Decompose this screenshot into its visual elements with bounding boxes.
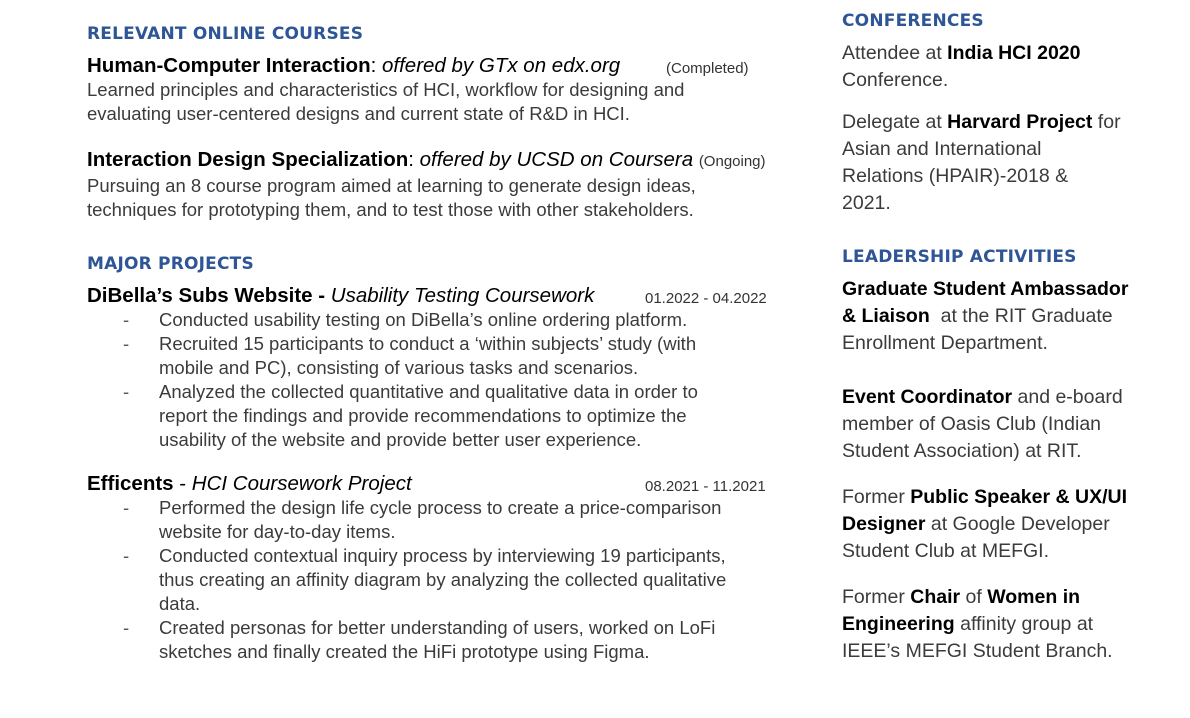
leadership-entry	[842, 484, 1142, 565]
leadership-entry	[842, 276, 1142, 357]
course-sep: :	[370, 54, 383, 77]
bullet-line: Performed the design life cycle process to create a price-comparison	[159, 497, 722, 518]
course-sep: :	[408, 148, 420, 171]
text-span: Asian and International	[842, 138, 1042, 160]
conference-entry	[842, 109, 1142, 217]
text-span: of	[960, 586, 988, 608]
project-bullets	[87, 496, 787, 664]
bullet-item	[87, 496, 787, 544]
course-entry	[87, 53, 787, 126]
project-entry	[87, 283, 787, 452]
text-span: and e-board	[1012, 386, 1123, 408]
bullet-line: Conducted usability testing on DiBella’s online ordering platform.	[159, 309, 688, 330]
bullet-dash: -	[123, 381, 130, 402]
role-name: Graduate Student Ambassador	[842, 278, 1129, 300]
right-column	[842, 11, 1142, 665]
project-subtitle: Usability Testing Coursework	[330, 284, 595, 307]
bullet-dash: -	[123, 333, 130, 354]
role-name: Chair	[910, 586, 961, 608]
course-desc-line: Learned principles and characteristics of HCI, workflow for designing and	[87, 79, 685, 100]
text-span: Delegate at	[842, 111, 948, 133]
leadership-entry	[842, 384, 1142, 465]
project-sep: -	[173, 472, 192, 495]
course-title	[87, 147, 787, 174]
bullet-item	[87, 380, 787, 452]
bullet-line: Created personas for better understanding of users, worked on LoFi	[159, 617, 716, 638]
role-name: Public Speaker & UX/UI	[910, 486, 1127, 508]
project-entry	[87, 471, 787, 664]
text-span: Former	[842, 586, 911, 608]
text-span: affinity group at	[954, 613, 1094, 635]
text-span: at Google Developer	[925, 513, 1110, 535]
bullet-line: thus creating an affinity diagram by analyzing the collected qualitative	[159, 569, 727, 590]
project-title	[87, 283, 787, 308]
course-desc-line: techniques for prototyping them, and to test those with other stakeholders.	[87, 199, 694, 220]
leadership-entry	[842, 584, 1142, 665]
text-span: Student Club at MEFGI.	[842, 540, 1050, 562]
course-status: (Completed)	[666, 60, 749, 77]
course-provider: offered by UCSD on Coursera	[419, 148, 694, 171]
conference-entry	[842, 40, 1142, 94]
project-subtitle: HCI Coursework Project	[191, 472, 412, 495]
project-dates: 01.2022 - 04.2022	[645, 290, 767, 307]
course-entry	[87, 147, 787, 222]
bullet-item	[87, 544, 787, 616]
bullet-dash: -	[123, 497, 130, 518]
course-description	[87, 78, 787, 126]
project-bullets	[87, 308, 787, 452]
bullet-dash: -	[123, 309, 130, 330]
leadership-heading: LEADERSHIP ACTIVITIES	[842, 247, 1077, 267]
text-span: Enrollment Department.	[842, 332, 1048, 354]
project-dates: 08.2021 - 11.2021	[645, 478, 766, 495]
role-name: Designer	[842, 513, 926, 535]
conferences-heading: CONFERENCES	[842, 11, 984, 31]
text-span: for	[1092, 111, 1121, 133]
course-name: Human-Computer Interaction	[87, 54, 371, 77]
role-name: Engineering	[842, 613, 955, 635]
bullet-item	[87, 332, 787, 380]
role-name: Event Coordinator	[842, 386, 1013, 408]
text-span: Former	[842, 486, 911, 508]
course-status: (Ongoing)	[698, 153, 766, 170]
course-description	[87, 174, 787, 222]
conference-name: Harvard Project	[947, 111, 1093, 133]
bullet-item	[87, 308, 787, 332]
text-span: 2021.	[842, 192, 891, 214]
text-span: Relations (HPAIR)-2018 &	[842, 165, 1069, 187]
conference-name: India HCI 2020	[947, 42, 1081, 64]
text-span: at the RIT Graduate	[929, 305, 1113, 327]
projects-heading: MAJOR PROJECTS	[87, 254, 254, 274]
bullet-line: mobile and PC), consisting of various tasks and scenarios.	[159, 357, 639, 378]
text-span: Conference.	[842, 69, 949, 91]
role-name: & Liaison	[842, 305, 930, 327]
bullet-item	[87, 616, 787, 664]
project-sep: -	[312, 284, 331, 307]
course-desc-line: evaluating user-centered designs and current state of R&D in HCI.	[87, 103, 630, 124]
text-span: member of Oasis Club (Indian	[842, 413, 1102, 435]
text-span: Attendee at	[842, 42, 948, 64]
course-provider: offered by GTx on edx.org	[382, 54, 621, 77]
text-span: Student Association) at RIT.	[842, 440, 1082, 462]
project-title	[87, 471, 787, 496]
bullet-line: Conducted contextual inquiry process by interviewing 19 participants,	[159, 545, 726, 566]
bullet-line: Recruited 15 participants to conduct a ‘within subjects’ study (with	[159, 333, 697, 354]
bullet-line: Analyzed the collected quantitative and qualitative data in order to	[159, 381, 698, 402]
bullet-line: usability of the website and provide better user experience.	[159, 429, 642, 450]
courses-heading: RELEVANT ONLINE COURSES	[87, 24, 364, 44]
project-name: Efficents	[87, 472, 174, 495]
left-column	[87, 24, 787, 664]
text-span: IEEE’s MEFGI Student Branch.	[842, 640, 1113, 662]
bullet-line: sketches and finally created the HiFi prototype using Figma.	[159, 641, 650, 662]
course-name: Interaction Design Specialization	[87, 148, 409, 171]
course-desc-line: Pursuing an 8 course program aimed at learning to generate design ideas,	[87, 175, 696, 196]
bullet-line: data.	[159, 593, 201, 614]
bullet-dash: -	[123, 617, 130, 638]
project-name: DiBella’s Subs Website	[87, 284, 313, 307]
bullet-line: website for day-to-day items.	[159, 521, 396, 542]
course-title	[87, 53, 787, 78]
bullet-dash: -	[123, 545, 130, 566]
bullet-line: report the findings and provide recommendations to optimize the	[159, 405, 687, 426]
role-name: Women in	[987, 586, 1081, 608]
